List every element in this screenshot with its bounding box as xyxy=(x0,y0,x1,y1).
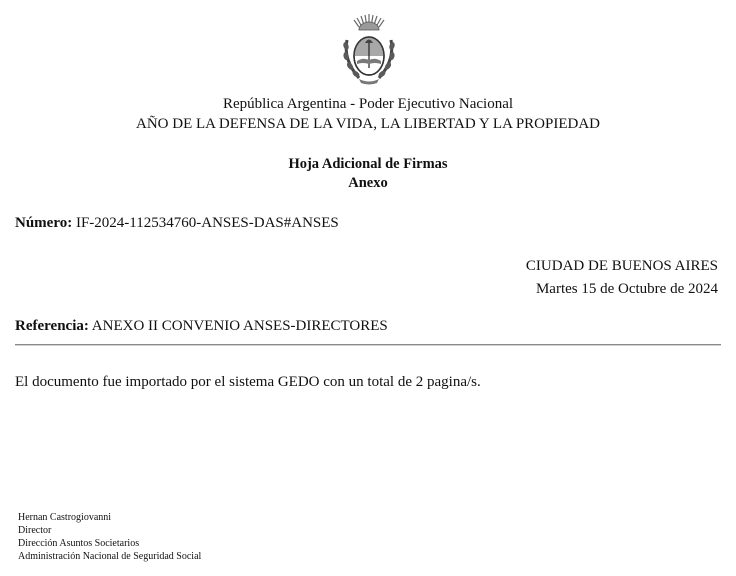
document-subtitle: Anexo xyxy=(348,175,388,191)
signer-role: Director xyxy=(18,525,52,536)
referencia-value: ANEXO II CONVENIO ANSES-DIRECTORES xyxy=(91,318,388,334)
signature-block xyxy=(18,511,201,563)
body-text: El documento fue importado por el sistema GEDO con un total de 2 pagina/s. xyxy=(15,374,481,390)
header-institution: República Argentina - Poder Ejecutivo Nacional xyxy=(222,96,514,112)
referencia-label: Referencia: xyxy=(15,318,89,334)
referencia-field xyxy=(15,318,388,335)
argentina-coat-of-arms-icon xyxy=(337,12,401,86)
signer-name: Hernan Castrogiovanni xyxy=(18,512,112,523)
numero-value: IF-2024-112534760-ANSES-DAS#ANSES xyxy=(75,215,339,231)
signer-department: Dirección Asuntos Societarios xyxy=(18,538,140,549)
document-title: Hoja Adicional de Firmas xyxy=(288,156,448,172)
numero-label: Número: xyxy=(15,215,73,231)
header-year-motto: AÑO DE LA DEFENSA DE LA VIDA, LA LIBERTAD Y LA PROPIEDAD xyxy=(135,116,600,132)
document-date: Martes 15 de Octubre de 2024 xyxy=(535,281,718,297)
section-divider xyxy=(15,344,721,346)
location-city: CIUDAD DE BUENOS AIRES xyxy=(525,258,718,274)
numero-field xyxy=(15,215,339,232)
signer-organization: Administración Nacional de Seguridad Social xyxy=(18,551,202,562)
